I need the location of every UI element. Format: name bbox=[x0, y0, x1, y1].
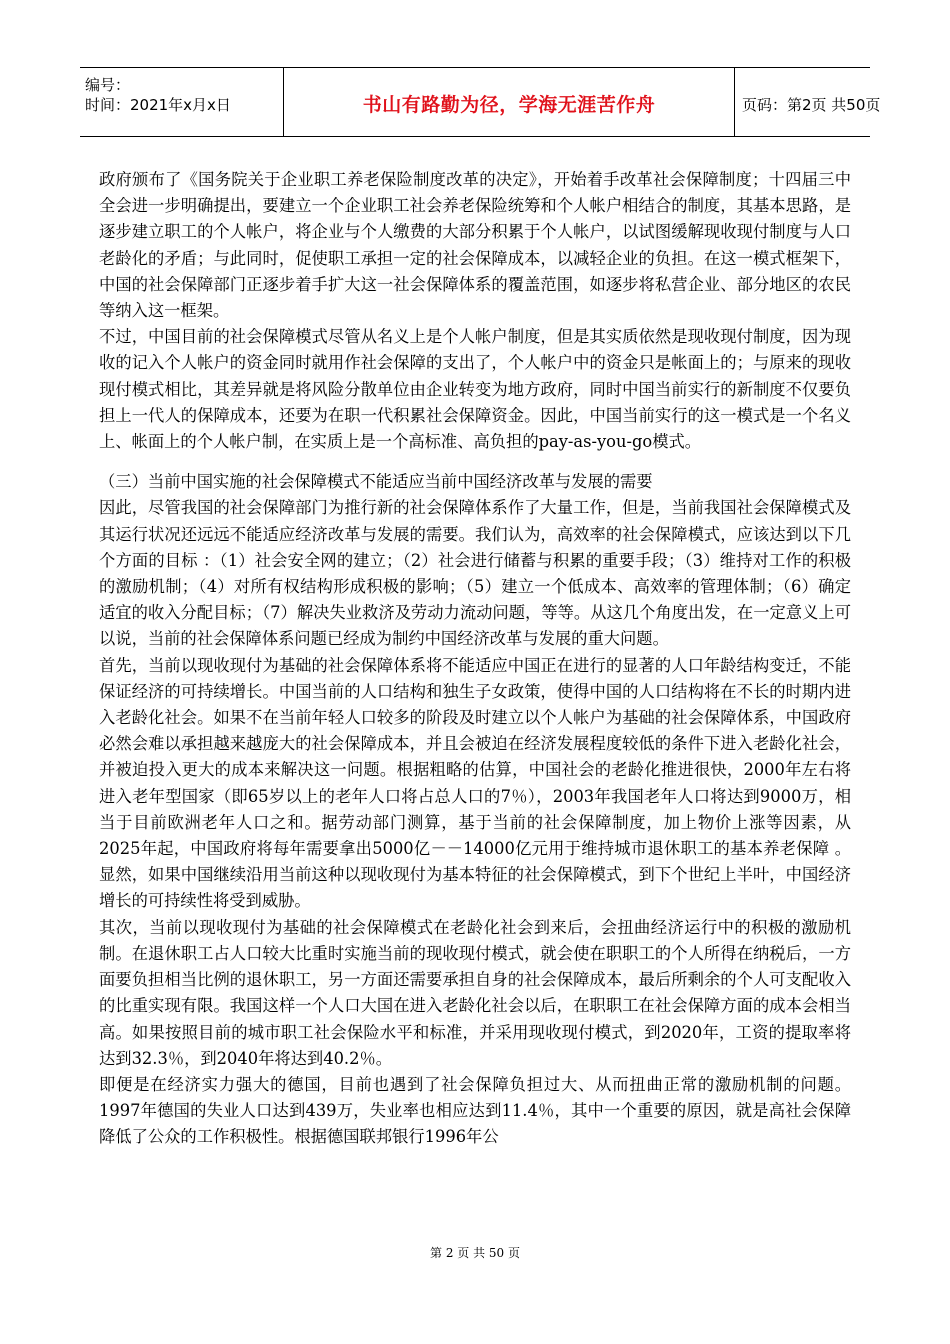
serial-number-label: 编号： bbox=[85, 76, 131, 94]
paragraph: 政府颁布了《国务院关于企业职工养老保险制度改革的决定》，开始着手改革社会保障制度；十四届三中全会进一步明确提出，要建立一个企业职工社会养老保险统筹和个人帐户相结合的制度，其基本思路，是逐步建立职工的个人帐户，将企业与个人缴费的大部分积累于个人帐户，以试图缓解现收现付制度与人口老龄化的矛盾；与此同时，促使职工承担一定的社会保障成本，以减轻企业的负担。在这一模式框架下，中国的社会保障部门正逐步着手扩大这一社会保障体系的覆盖范围，如逐步将私营企业、部分地区的农民等纳入这一框架。 bbox=[99, 170, 851, 321]
page-number-label: 页码：第2页 共50页 bbox=[742, 96, 881, 114]
date-label: 时间：2021年x月x日 bbox=[85, 96, 231, 114]
motto-text: 书山有路勤为径，学海无涯苦作舟 bbox=[362, 94, 656, 116]
header-page-cell bbox=[734, 68, 881, 136]
page-header bbox=[80, 67, 881, 137]
page-footer: 第 2 页 共 50 页 bbox=[430, 1246, 520, 1260]
header-motto-cell bbox=[283, 68, 735, 136]
paragraph: 即便是在经济实力强大的德国，目前也遇到了社会保障负担过大、从而扭曲正常的激励机制的问题。1997年德国的失业人口达到439万，失业率也相应达到11.4％，其中一个重要的原因，就是高社会保障降低了公众的工作积极性。根据德国联邦银行1996年公 bbox=[99, 1074, 851, 1147]
paragraph: 首先，当前以现收现付为基础的社会保障体系将不能适应中国正在进行的显著的人口年龄结构变迁，不能保证经济的可持续增长。中国当前的人口结构和独生子女政策，使得中国的人口结构将在不长的时期内进入老龄化社会。如果不在当前年轻人口较多的阶段及时建立以个人帐户为基础的社会保障体系，中国政府必然会难以承担越来越庞大的社会保障成本，并且会被迫在经济发展程度较低的条件下进入老龄化社会，并被迫投入更大的成本来解决这一问题。根据粗略的估算，中国社会的老龄化推进很快，2000年左右将进入老年型国家（即65岁以上的老年人口将占总人口的7％），2003年我国老年人口将达到9000万，相当于目前欧洲老年人口之和。据劳动部门测算，基于当前的社会保障制度，加上物价上涨等因素，从2025年起，中国政府将每年需要拿出5000亿－－14000亿元用于维持城市退休职工的基本养老保障 。显然，如果中国继续沿用当前这种以现收现付为基本特征的社会保障模式，到下个世纪上半叶，中国经济增长的可持续性将受到威胁。 bbox=[99, 655, 851, 911]
paragraph: 不过，中国目前的社会保障模式尽管从名义上是个人帐户制度，但是其实质依然是现收现付制度，因为现收的记入个人帐户的资金同时就用作社会保障的支出了，个人帐户中的资金只是帐面上的；与原来的现收现付模式相比，其差异就是将风险分散单位由企业转变为地方政府，同时中国当前实行的新制度不仅要负担上一代人的保障成本，还要为在职一代积累社会保障资金。因此，中国当前实行的这一模式是一个名义上、帐面上的个人帐户制，在实质上是一个高标准、高负担的pay-as-you-go模式。 bbox=[99, 327, 851, 452]
section-heading: （三）当前中国实施的社会保障模式不能适应当前中国经济改革与发展的需要 bbox=[99, 472, 653, 492]
paragraph: 因此，尽管我国的社会保障部门为推行新的社会保障体系作了大量工作，但是，当前我国社会保障模式及其运行状况还远远不能适应经济改革与发展的需要。我们认为，高效率的社会保障模式，应该达到以下几个方面的目标 ：（1）社会安全网的建立；（2）社会进行储蓄与积累的重要手段；（3）维持对工作的积极的激励机制；（4）对所有权结构形成积极的影响；（5）建立一个低成本、高效率的管理体制；（6）确定适宜的收入分配目标；（7）解决失业救济及劳动力流动问题，等等。从这几个角度出发，在一定意义上可以说，当前的社会保障体系问题已经成为制约中国经济改革与发展的重大问题。 bbox=[99, 498, 851, 649]
paragraph: 其次，当前以现收现付为基础的社会保障模式在老龄化社会到来后，会扭曲经济运行中的积极的激励机制。在退休职工占人口较大比重时实施当前的现收现付模式，就会使在职职工的个人所得在纳税后，一方面要负担相当比例的退休职工，另一方面还需要承担自身的社会保障成本，最后所剩余的个人可支配收入的比重实现有限。我国这样一个人口大国在进入老龄化社会以后，在职职工在社会保障方面的成本会相当高。如果按照目前的城市职工社会保险水平和标准，并采用现收现付模式，到2020年，工资的提取率将达到32.3％，到2040年将达到40.2％。 bbox=[99, 917, 851, 1068]
header-info-cell bbox=[80, 68, 283, 136]
body-text bbox=[99, 167, 851, 1151]
